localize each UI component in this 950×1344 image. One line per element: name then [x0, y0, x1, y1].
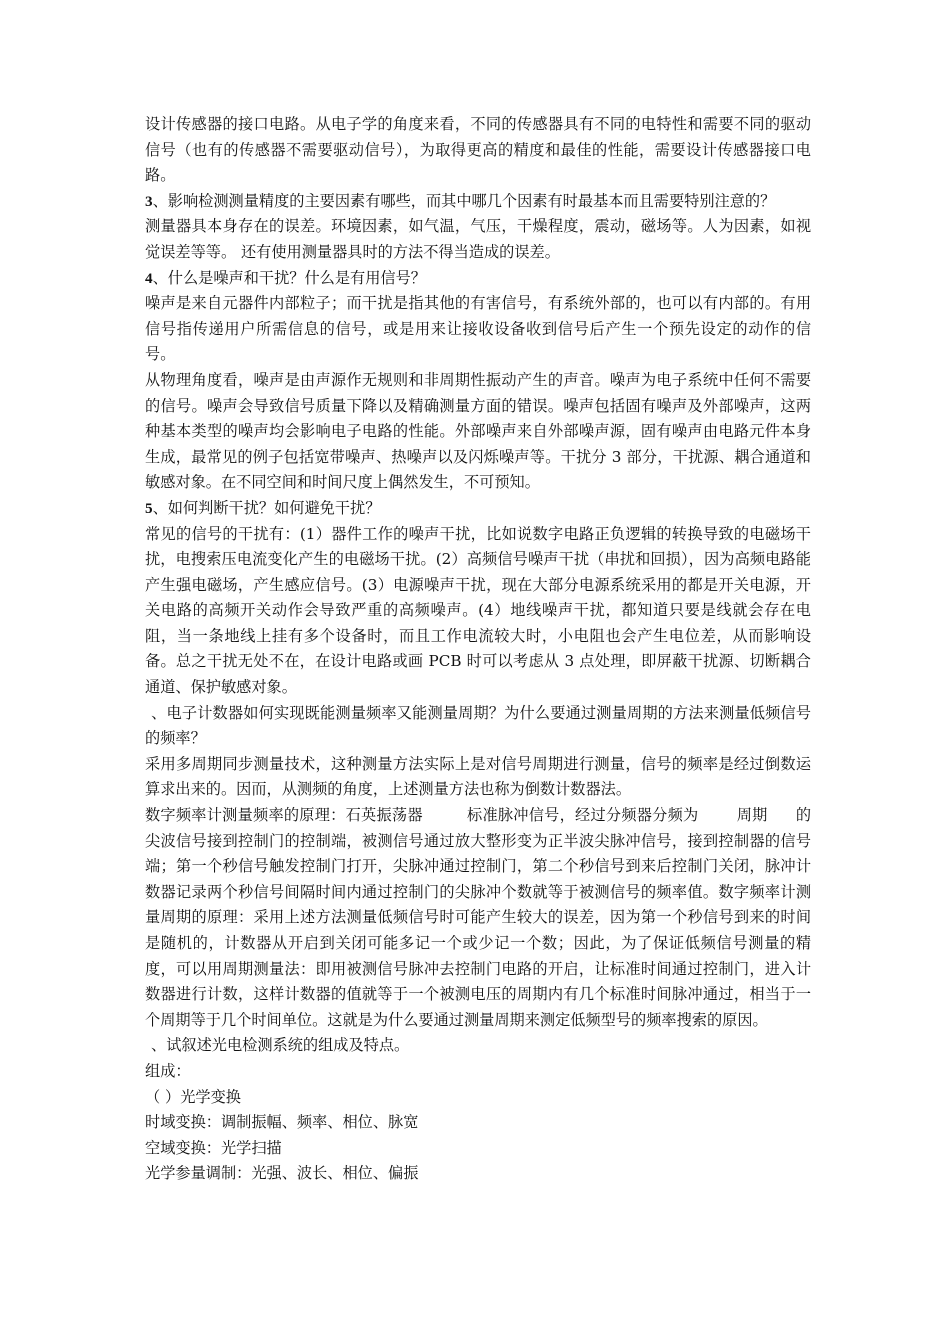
- question-6: [145, 701, 811, 752]
- question-text: 、什么是噪声和干扰？什么是有用信号？: [152, 268, 426, 287]
- list-item: （ ）光学变换: [145, 1087, 241, 1106]
- question-text: 、如何判断干扰？如何避免干扰？: [152, 498, 381, 517]
- answer-segment: 数字频率计测量频率的原理：石英振荡器: [145, 806, 423, 825]
- list-item: 时域变换：调制振幅、频率、相位、脉宽: [145, 1113, 419, 1132]
- list-item: 空域变换：光学扫描: [145, 1138, 282, 1157]
- question-text: 、电子计数器如何实现既能测量频率又能测量周期？为什么要通过测量周期的方法来测量低频信号的频率？: [145, 703, 811, 748]
- question-number: 5: [145, 499, 153, 517]
- answer-4-part-1: 噪声是来自元器件内部粒子；而干扰是指其他的有害信号，有系统外部的，也可以有内部的。有用信号指传递用户所需信息的信号，或是用来让接收设备收到信号后产生一个预先设定的动作的信号。: [145, 294, 811, 364]
- question-number: 4: [145, 269, 153, 287]
- question-text: 、影响检测测量精度的主要因素有哪些，而其中哪几个因素有时最基本而且需要特别注意的？: [152, 191, 776, 210]
- answer-segment: 的尖波信号接到控制门的控制端，被测信号通过放大整形变为正半波尖脉冲信号，接到控制器的信号端；第一个秒信号触发控制门打开，尖脉冲通过控制门，第二个秒信号到来后控制门关闭，脉冲计数器记录两个秒信号间隔时间内通过控制门的尖脉冲个数就等于被测信号的频率值。数字频率计测量周期的原理：采用上述方法测量低频信号时可能产生较大的误差，因为第一个秒信号到来的时间是随机的，计数器从开启到关闭可能多记一个或少记一个数；因此，为了保证低频信号测量的精度，可以用周期测量法：即用被测信号脉冲去控制门电路的开启，让标准时间通过控制门，进入计数器进行计数，这样计数器的值就等于一个被测电压的周期内有几个标准时间脉冲通过，相当于一个周期等于几个时间单位。这就是为什么要通过测量周期来测定低频型号的频率搜索的原因。: [145, 806, 812, 1029]
- question-7: [145, 1033, 811, 1059]
- answer-4-part-2: 从物理角度看，噪声是由声源作无规则和非周期性振动产生的声音。噪声为电子系统中任何不需要的信号。噪声会导致信号质量下降以及精确测量方面的错误。噪声包括固有噪声及外部噪声，这两种基本类型的噪声均会影响电子电路的性能。外部噪声来自外部噪声源，固有噪声由电路元件本身生成，最常见的例子包括宽带噪声、热噪声以及闪烁噪声等。干扰分 3 部分，干扰源、耦合通道和敏感对象。在不同空间和时间尺度上偶然发生，不可预知。: [145, 370, 811, 492]
- answer-5: 常见的信号的干扰有：(1）器件工作的噪声干扰，比如说数字电路正负逻辑的转换导致的电磁场干扰，电搜索压电流变化产生的电磁场干扰。(2）高频信号噪声干扰（串扰和回损），因为高频电路能产生强电磁场，产生感应信号。(3）电源噪声干扰，现在大部分电源系统采用的都是开关电源，开关电路的高频开关动作会导致严重的高频噪声。(4）地线噪声干扰，都知道只要是线就会存在电阻，当一条地线上挂有多个设备时，而且工作电流较大时，小电阻也会产生电位差，从而影响设备。总之干扰无处不在，在设计电路或画 PCB 时可以考虑从 3 点处理，即屏蔽干扰源、切断耦合通道、保护敏感对象。: [145, 524, 811, 697]
- answer-3: 测量器具本身存在的误差。环境因素，如气温，气压，干燥程度，震动，磁场等。人为因素，如视觉误差等等。 还有使用测量器具时的方法不得当造成的误差。: [145, 217, 811, 261]
- list-item: 光学参量调制：光强、波长、相位、偏振: [145, 1164, 419, 1183]
- answer-6-part-1: 采用多周期同步测量技术，这种测量方法实际上是对信号周期进行测量，信号的频率是经过倒数运算求出来的。因而，从测频的角度，上述测量方法也称为倒数计数器法。: [145, 754, 811, 799]
- question-text: 、试叙述光电检测系统的组成及特点。: [151, 1036, 410, 1055]
- question-3: [145, 189, 811, 215]
- answer-segment: 标准脉冲信号，经过分频器分频为: [466, 806, 699, 825]
- intro-paragraph: 设计传感器的接口电路。从电子学的角度来看，不同的传感器具有不同的电特性和需要不同的驱动信号（也有的传感器不需要驱动信号），为取得更高的精度和最佳的性能，需要设计传感器接口电路。: [145, 115, 811, 185]
- answer-6-part-2: [145, 803, 811, 1033]
- composition-label: 组成：: [145, 1061, 191, 1080]
- document-page: [145, 112, 811, 1187]
- answer-segment: 周期: [736, 806, 768, 825]
- question-number: 3: [145, 192, 153, 210]
- question-4: [145, 266, 811, 292]
- question-5: [145, 496, 811, 522]
